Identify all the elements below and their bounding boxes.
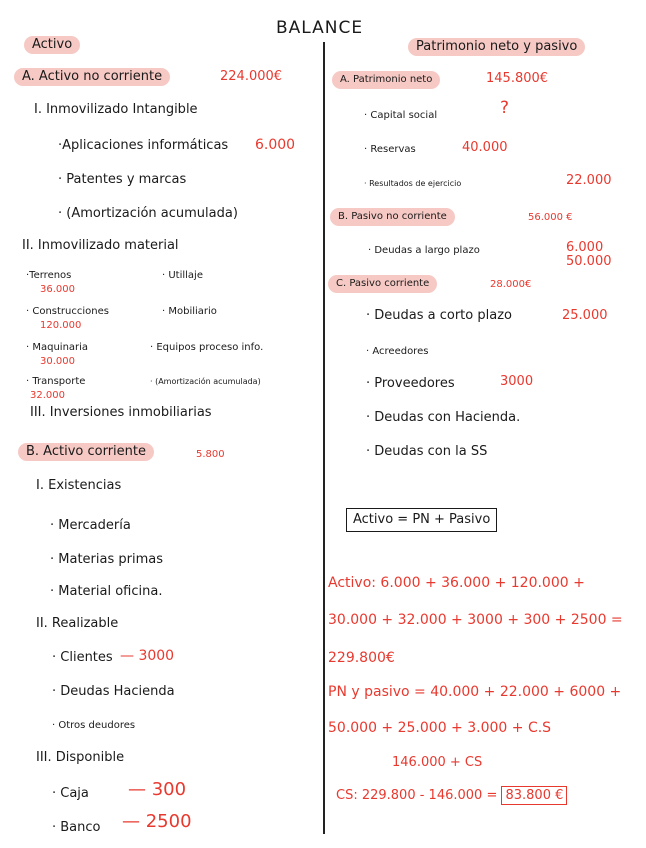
list-item: · Mobiliario xyxy=(162,306,217,317)
proveedores-value: 3000 xyxy=(500,374,534,389)
banco-value: — 2500 xyxy=(122,811,192,832)
maquinaria-value: 30.000 xyxy=(40,356,75,367)
list-item: · Maquinaria xyxy=(26,342,89,353)
list-item: · Banco xyxy=(52,820,101,835)
list-item: · Material oficina. xyxy=(50,584,163,599)
list-item: · Reservas xyxy=(364,144,416,155)
list-item: ·Terrenos xyxy=(26,270,72,281)
inversiones-heading: III. Inversiones inmobiliarias xyxy=(30,405,212,420)
formula-box: Activo = PN + Pasivo xyxy=(346,508,497,532)
list-item: ·Aplicaciones informáticas xyxy=(58,138,229,153)
list-item: · Acreedores xyxy=(366,346,429,357)
pasivo-corriente-value: 28.000€ xyxy=(490,279,532,290)
activo-no-corriente-value: 224.000€ xyxy=(220,69,283,84)
list-item: · Clientes xyxy=(52,650,113,665)
inmovilizado-material-heading: II. Inmovilizado material xyxy=(22,238,179,253)
deudas-largo-value-1: 6.000 xyxy=(566,240,604,255)
list-item: · Deudas a corto plazo xyxy=(366,308,512,323)
calc-line: 50.000 + 25.000 + 3.000 + C.S xyxy=(328,720,552,736)
list-item: · Deudas con Hacienda. xyxy=(366,410,521,425)
clientes-value: — 3000 xyxy=(120,648,175,664)
list-item: · Mercadería xyxy=(50,518,131,533)
list-item: · Proveedores xyxy=(366,376,455,391)
pasivo-corriente-label: C. Pasivo corriente xyxy=(328,275,437,293)
list-item: · Deudas a largo plazo xyxy=(368,245,480,256)
disponible-heading: III. Disponible xyxy=(36,750,125,765)
list-item: · Utillaje xyxy=(162,270,203,281)
calc-line: PN y pasivo = 40.000 + 22.000 + 6000 + xyxy=(328,684,622,700)
activo-header: Activo xyxy=(24,36,80,54)
list-item: · Deudas Hacienda xyxy=(52,684,175,699)
pasivo-no-corriente-label: B. Pasivo no corriente xyxy=(330,208,455,226)
activo-no-corriente-label: A. Activo no corriente xyxy=(14,68,170,86)
activo-corriente-value: 5.800 xyxy=(196,449,225,460)
calc-line: 146.000 + CS xyxy=(392,755,483,770)
reservas-value: 40.000 xyxy=(462,140,508,155)
list-item: · (Amortización acumulada) xyxy=(58,206,238,221)
list-item: · Resultados de ejercicio xyxy=(364,179,462,188)
construcciones-value: 120.000 xyxy=(40,320,82,331)
final-calc xyxy=(336,788,567,804)
list-item: · Deudas con la SS xyxy=(366,444,488,459)
capital-social-value: ? xyxy=(500,98,510,118)
list-item: · Materias primas xyxy=(50,552,163,567)
existencias-heading: I. Existencias xyxy=(36,478,122,493)
caja-value: — 300 xyxy=(128,779,187,800)
transporte-value: 32.000 xyxy=(30,390,65,401)
final-result-box: 83.800 € xyxy=(501,786,567,805)
deudas-largo-value-2: 50.000 xyxy=(566,254,612,269)
column-divider xyxy=(323,42,325,834)
calc-line: Activo: 6.000 + 36.000 + 120.000 + xyxy=(328,575,585,591)
list-item: · Capital social xyxy=(364,110,438,121)
terrenos-value: 36.000 xyxy=(40,284,75,295)
realizable-heading: II. Realizable xyxy=(36,616,119,631)
list-item: · (Amortización acumulada) xyxy=(150,377,261,386)
list-item: · Otros deudores xyxy=(52,720,136,731)
pn-pasivo-header: Patrimonio neto y pasivo xyxy=(408,38,585,56)
pasivo-no-corriente-value: 56.000 € xyxy=(528,212,573,223)
deudas-corto-value: 25.000 xyxy=(562,308,608,323)
page-title: BALANCE xyxy=(276,18,364,38)
aplicaciones-value: 6.000 xyxy=(255,137,296,153)
list-item: · Construcciones xyxy=(26,306,109,317)
list-item: · Caja xyxy=(52,786,89,801)
list-item: · Equipos proceso info. xyxy=(150,342,264,353)
list-item: · Transporte xyxy=(26,376,86,387)
final-calc-prefix: CS: 229.800 - 146.000 = xyxy=(336,788,498,803)
activo-corriente-label: B. Activo corriente xyxy=(18,443,154,461)
inmovilizado-intangible-heading: I. Inmovilizado Intangible xyxy=(34,102,198,117)
resultados-value: 22.000 xyxy=(566,173,612,188)
patrimonio-neto-label: A. Patrimonio neto xyxy=(332,71,440,89)
patrimonio-neto-value: 145.800€ xyxy=(486,71,549,86)
calc-line: 229.800€ xyxy=(328,650,395,666)
list-item: · Patentes y marcas xyxy=(58,172,187,187)
calc-line: 30.000 + 32.000 + 3000 + 300 + 2500 = xyxy=(328,612,623,628)
